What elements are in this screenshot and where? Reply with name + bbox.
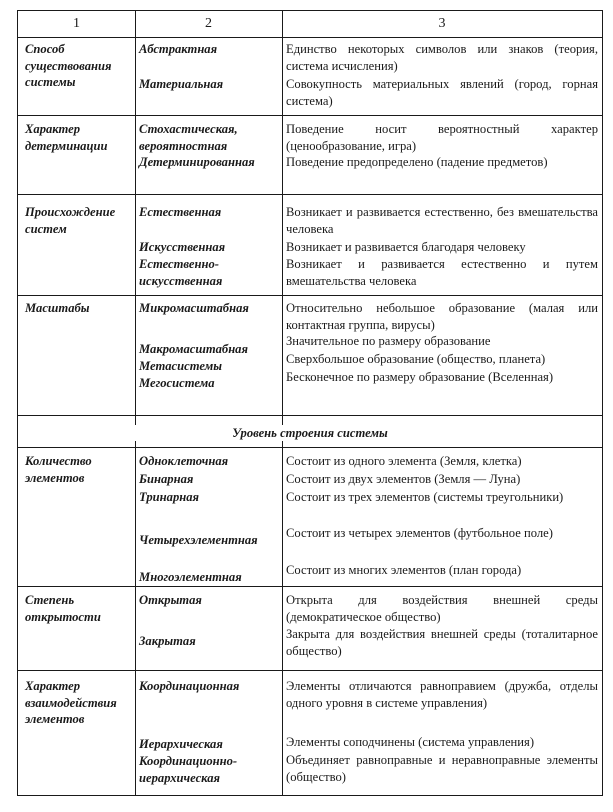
type-cell: Детерминированная — [139, 155, 255, 169]
header-divider — [18, 37, 602, 38]
type-cell: Мегосистема — [139, 376, 215, 390]
desc-cell: Закрыта для воздействия внешней среды (тоталитарное общество) — [286, 627, 598, 658]
row-divider — [18, 295, 602, 296]
desc-cell: Бесконечное по размеру образование (Вселенная) — [286, 370, 554, 384]
desc-cell: Совокупность материальных явлений (город, горная система) — [286, 77, 598, 108]
type-cell: Многоэлементная — [139, 570, 242, 584]
type-cell: Открытая — [139, 593, 202, 607]
type-cell: Стохастическая, вероятностная — [139, 122, 238, 153]
desc-cell: Значительное по размеру образование — [286, 334, 491, 348]
desc-cell: Возникает и развивается естественно, без вмешательства человека — [286, 205, 598, 236]
type-cell: Бинарная — [139, 472, 194, 486]
criterion-determination: Характер детерминации — [25, 122, 108, 153]
desc-cell: Состоит из трех элементов (системы треугольники) — [286, 490, 564, 504]
type-cell: Естественная — [139, 205, 222, 219]
type-cell: Тринарная — [139, 490, 200, 504]
type-cell: Координационная — [139, 679, 240, 693]
desc-cell: Поведение носит вероятностный характер (ценообразование, игра) — [286, 122, 598, 153]
type-cell: Макромасштабная — [139, 342, 248, 356]
header-col-3: 3 — [438, 16, 446, 31]
desc-cell: Состоит из четырех элементов (футбольное поле) — [286, 526, 553, 540]
desc-cell: Возникает и развивается естественно и путем вмешательства человека — [286, 257, 598, 288]
type-cell: Метасистемы — [139, 359, 222, 373]
desc-cell: Единство некоторых символов или знаков (теория, система исчисления) — [286, 42, 598, 73]
desc-cell: Элементы соподчинены (система управления) — [286, 735, 535, 749]
desc-cell: Элементы отличаются равноправием (дружба, отделы одного уровня в системе управления) — [286, 679, 598, 710]
criterion-existence: Способ существования системы — [25, 42, 112, 89]
desc-cell: Возникает и развивается благодаря человеку — [286, 240, 526, 254]
criterion-interaction: Характер взаимодействия элементов — [25, 679, 117, 726]
section-band-structure-level: Уровень строения системы — [18, 425, 602, 441]
row-divider — [18, 670, 602, 671]
type-cell: Естественно-искусственная — [139, 257, 223, 288]
criterion-openness: Степень открытости — [25, 593, 101, 624]
desc-cell: Состоит из многих элементов (план города) — [286, 563, 522, 577]
desc-cell: Поведение предопределено (падение предметов) — [286, 155, 548, 169]
criterion-element-count: Количество элементов — [25, 454, 92, 485]
desc-cell: Объединяет равноправные и неравноправные элементы (общество) — [286, 753, 598, 784]
band-divider — [18, 447, 602, 448]
type-cell: Одноклеточная — [139, 454, 229, 468]
type-cell: Абстрактная — [139, 42, 218, 56]
classification-table — [17, 10, 603, 796]
desc-cell: Состоит из двух элементов (Земля — Луна) — [286, 472, 521, 486]
row-divider — [18, 415, 602, 416]
type-cell: Закрытая — [139, 634, 196, 648]
header-col-2: 2 — [205, 16, 212, 31]
type-cell: Микромасштабная — [139, 301, 249, 315]
criterion-origin: Происхождение систем — [25, 205, 116, 236]
row-divider — [18, 194, 602, 195]
type-cell: Иерархическая — [139, 737, 223, 751]
desc-cell: Открыта для воздействия внешней среды (демократическое общество) — [286, 593, 598, 624]
criterion-scale: Масштабы — [25, 301, 90, 315]
type-cell: Материальная — [139, 77, 224, 91]
row-divider — [18, 115, 602, 116]
row-divider — [18, 586, 602, 587]
type-cell: Четырехэлементная — [139, 533, 258, 547]
desc-cell: Состоит из одного элемента (Земля, клетка) — [286, 454, 522, 468]
type-cell: Координационно-иерархическая — [139, 754, 238, 785]
desc-cell: Относительно небольшое образование (малая или контактная группа, вирусы) — [286, 301, 598, 332]
type-cell: Искусственная — [139, 240, 226, 254]
column-divider-1 — [135, 11, 136, 795]
header-col-1: 1 — [73, 16, 80, 31]
desc-cell: Сверхбольшое образование (общество, планета) — [286, 352, 546, 366]
